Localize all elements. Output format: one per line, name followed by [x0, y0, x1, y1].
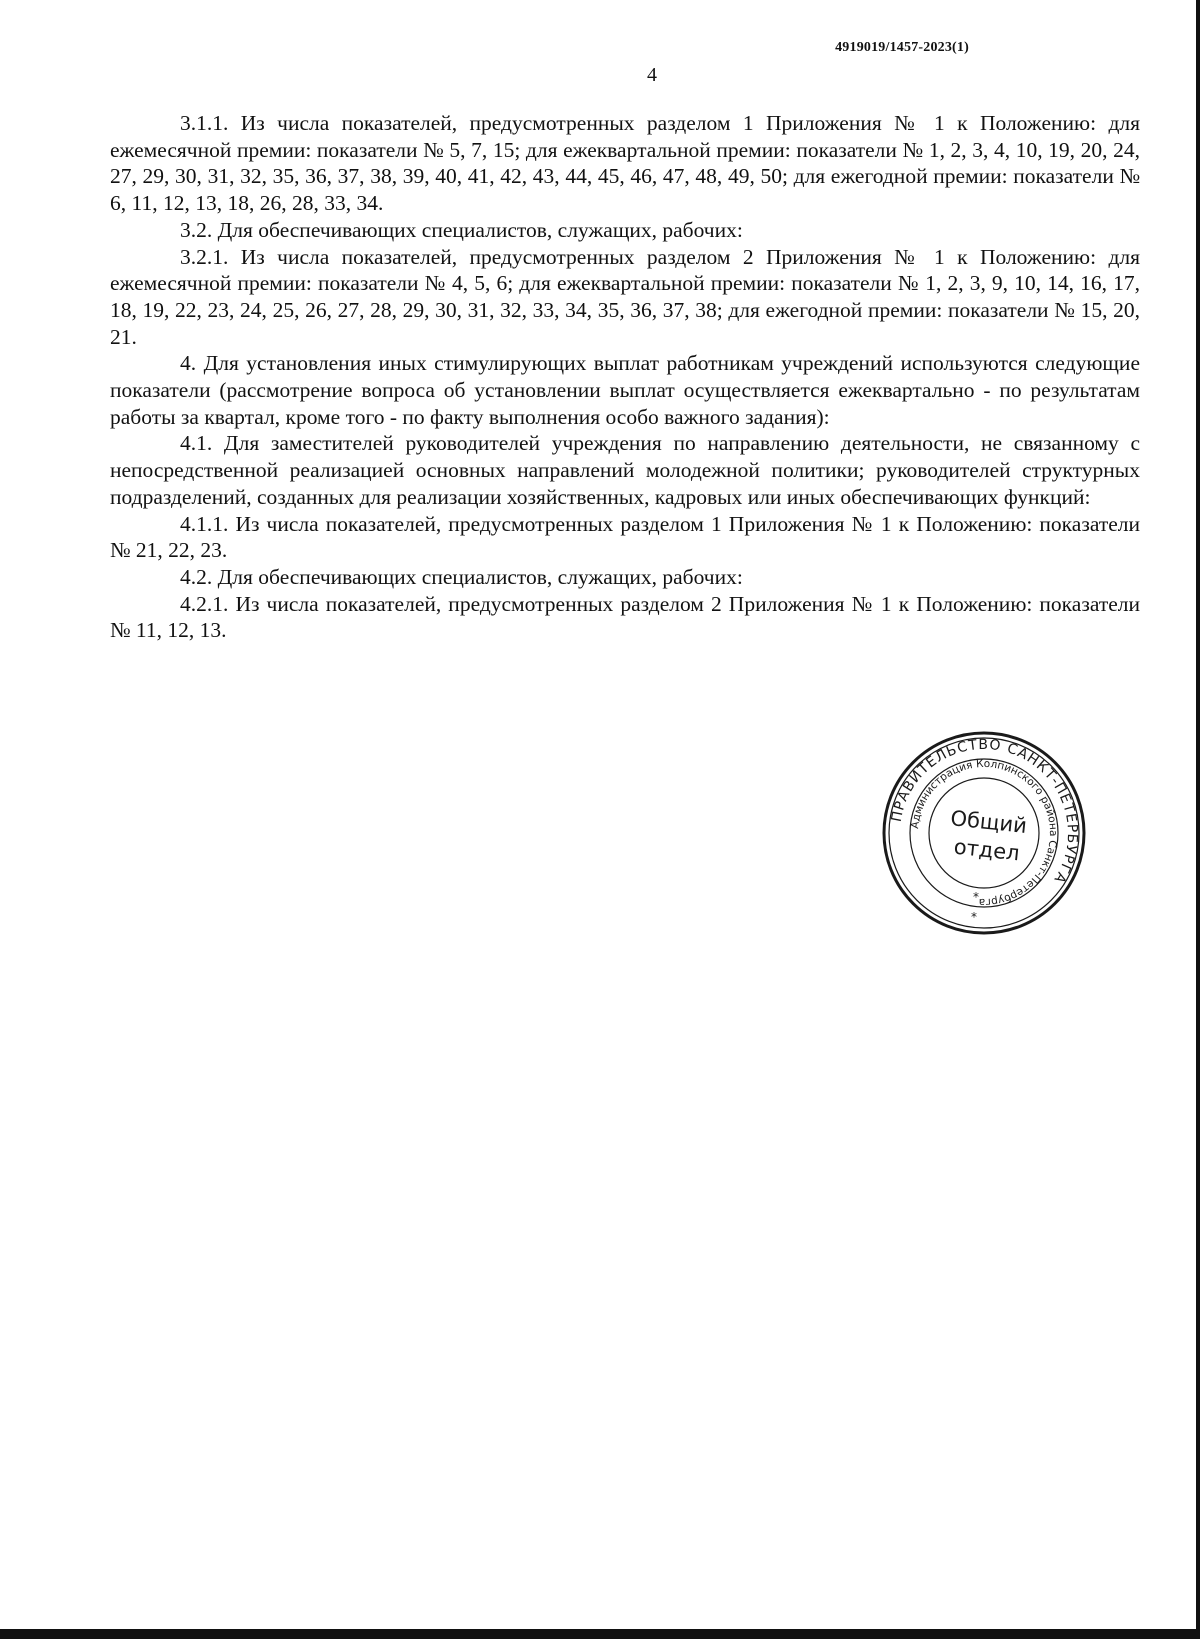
paragraph-4: 4. Для установления иных стимулирующих выплат работникам учреждений используются следующие показатели (рассмотрение вопроса об установлении выплат осуществляется ежеквартально - по результатам работы за квартал, кроме того - по факту выполнения особо важного задания):: [110, 351, 1140, 429]
scan-edge-bottom: [0, 1629, 1200, 1639]
page-number: 4: [647, 64, 657, 86]
scan-edge-right: [1196, 0, 1200, 1639]
paragraph-4-2-1: 4.2.1. Из числа показателей, предусмотренных разделом 2 Приложения № 1 к Положению: показатели № 11, 12, 13.: [110, 591, 1140, 643]
document-body: [110, 110, 1140, 644]
seal-center-line-2: отдел: [952, 834, 1021, 866]
paragraph-4-1: 4.1. Для заместителей руководителей учреждения по направлению деятельности, не связанному с непосредственной реализацией основных направлений молодежной политики; руководителей структурных подразделений, созданных для реализации хозяйственных, кадровых или иных обеспечивающих функций:: [110, 431, 1140, 509]
official-seal-stamp: [878, 727, 1090, 939]
seal-star-inner: *: [973, 890, 979, 904]
paragraph-3-1-1: 3.1.1. Из числа показателей, предусмотренных разделом 1 Приложения № 1 к Положению: для ежемесячной премии: показатели № 5, 7, 15; для ежеквартальной премии: показатели № 1, 2, 3, 4, 10, 19, 20, 24, 27, 29, 30, 31, 32, 35, 36, 37, 38, 39, 40, 41, 42, 43, 44, 45, 46, 47, 48, 49, 50; для ежегодной премии: показатели № 6, 11, 12, 13, 18, 26, 28, 33, 34.: [110, 111, 1140, 216]
document-registration-number: 4919019/1457-2023(1): [835, 40, 969, 55]
paragraph-3-2: 3.2. Для обеспечивающих специалистов, служащих, рабочих:: [180, 217, 743, 242]
paragraph-4-1-1: 4.1.1. Из числа показателей, предусмотренных разделом 1 Приложения № 1 к Положению: показатели № 21, 22, 23.: [110, 511, 1140, 563]
seal-inner-text: Администрация Колпинского района Санкт-Петербурга: [909, 757, 1060, 909]
paragraph-4-2: 4.2. Для обеспечивающих специалистов, служащих, рабочих:: [180, 564, 743, 589]
seal-center-line-1: Общий: [949, 806, 1029, 838]
seal-star-outer: *: [971, 910, 977, 924]
paragraph-3-2-1: 3.2.1. Из числа показателей, предусмотренных разделом 2 Приложения № 1 к Положению: для ежемесячной премии: показатели № 4, 5, 6; для ежеквартальной премии: показатели № 1, 2, 3, 9, 10, 14, 16, 17, 18, 19, 22, 23, 24, 25, 26, 27, 28, 29, 30, 31, 32, 33, 34, 35, 36, 37, 38; для ежегодной премии: показатели № 15, 20, 21.: [110, 244, 1140, 349]
seal-outer-text: ПРАВИТЕЛЬСТВО САНКТ-ПЕТЕРБУРГА: [888, 736, 1081, 887]
